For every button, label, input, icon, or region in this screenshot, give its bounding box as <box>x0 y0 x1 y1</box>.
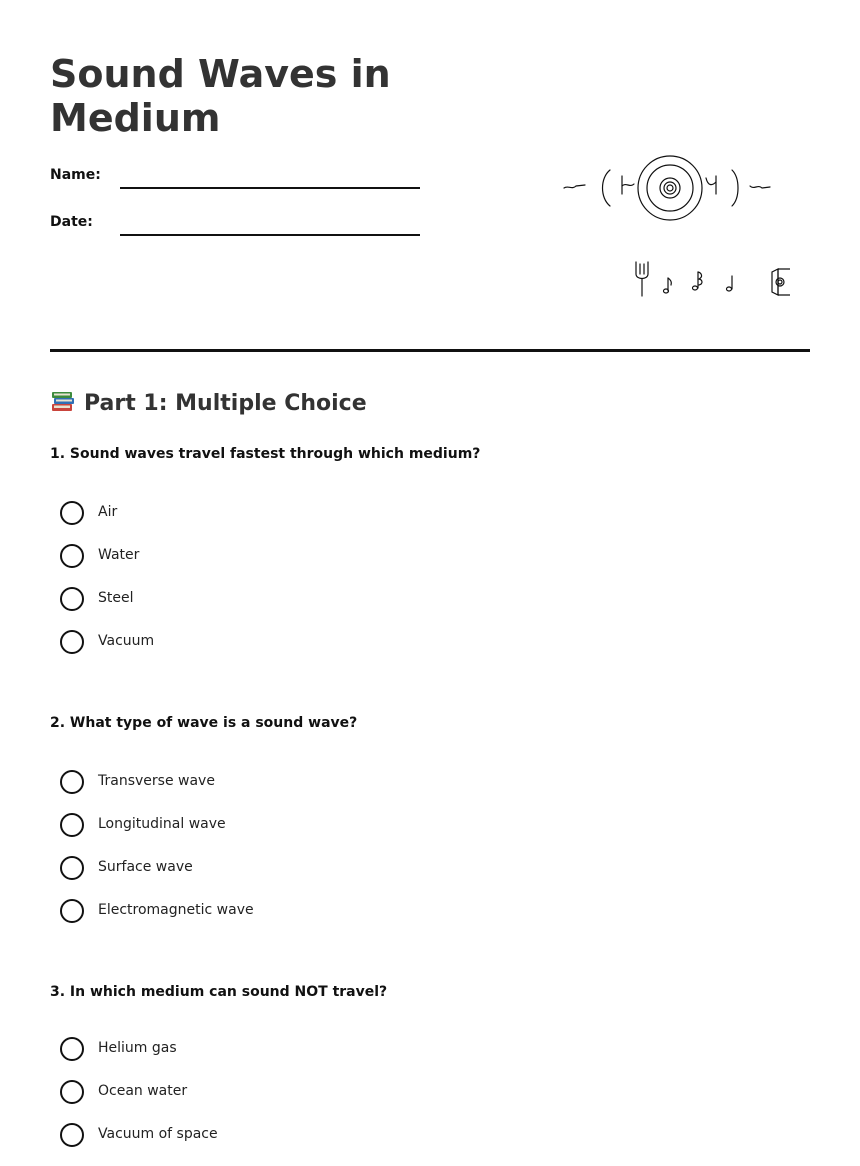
radio-button[interactable] <box>60 501 84 525</box>
small-speaker-icon <box>772 269 790 295</box>
question-1 <box>50 444 810 649</box>
option-label: Steel <box>98 590 134 606</box>
radio-button[interactable] <box>60 587 84 611</box>
option-label: Surface wave <box>98 859 193 875</box>
page-title: Sound Waves in Medium <box>50 52 391 140</box>
radio-button[interactable] <box>60 813 84 837</box>
option-label: Water <box>98 547 140 563</box>
question-2 <box>50 713 810 918</box>
worksheet-header <box>50 0 810 352</box>
header-divider <box>50 349 810 352</box>
option-label: Vacuum <box>98 633 155 649</box>
option-label: Air <box>98 504 118 520</box>
music-note-icon <box>664 272 733 293</box>
worksheet-page <box>50 0 810 1142</box>
radio-button[interactable] <box>60 1123 84 1147</box>
option-label: Ocean water <box>98 1083 188 1099</box>
radio-button[interactable] <box>60 856 84 880</box>
radio-button[interactable] <box>60 899 84 923</box>
sound-illustration <box>560 148 790 304</box>
books-icon <box>50 389 76 415</box>
date-input-line[interactable] <box>120 234 420 236</box>
date-label: Date: <box>50 214 93 230</box>
name-field[interactable] <box>50 166 420 190</box>
speaker-icon <box>564 156 770 220</box>
radio-button[interactable] <box>60 630 84 654</box>
option-label: Vacuum of space <box>98 1126 218 1142</box>
tuning-fork-icon <box>636 262 648 296</box>
question-text: 1. Sound waves travel fastest through which medium? <box>50 446 481 462</box>
radio-button[interactable] <box>60 1080 84 1104</box>
option-label: Longitudinal wave <box>98 816 226 832</box>
question-3 <box>50 982 810 1142</box>
option-label: Electromagnetic wave <box>98 902 254 918</box>
question-text: 2. What type of wave is a sound wave? <box>50 715 358 731</box>
question-text: 3. In which medium can sound NOT travel? <box>50 984 388 1000</box>
radio-button[interactable] <box>60 1037 84 1061</box>
radio-button[interactable] <box>60 770 84 794</box>
option-label: Transverse wave <box>98 773 215 789</box>
date-field[interactable] <box>50 213 420 237</box>
part1-heading <box>50 388 367 420</box>
option-label: Helium gas <box>98 1040 177 1056</box>
name-label: Name: <box>50 167 101 183</box>
part1-heading-text: Part 1: Multiple Choice <box>84 391 367 416</box>
name-input-line[interactable] <box>120 187 420 189</box>
radio-button[interactable] <box>60 544 84 568</box>
